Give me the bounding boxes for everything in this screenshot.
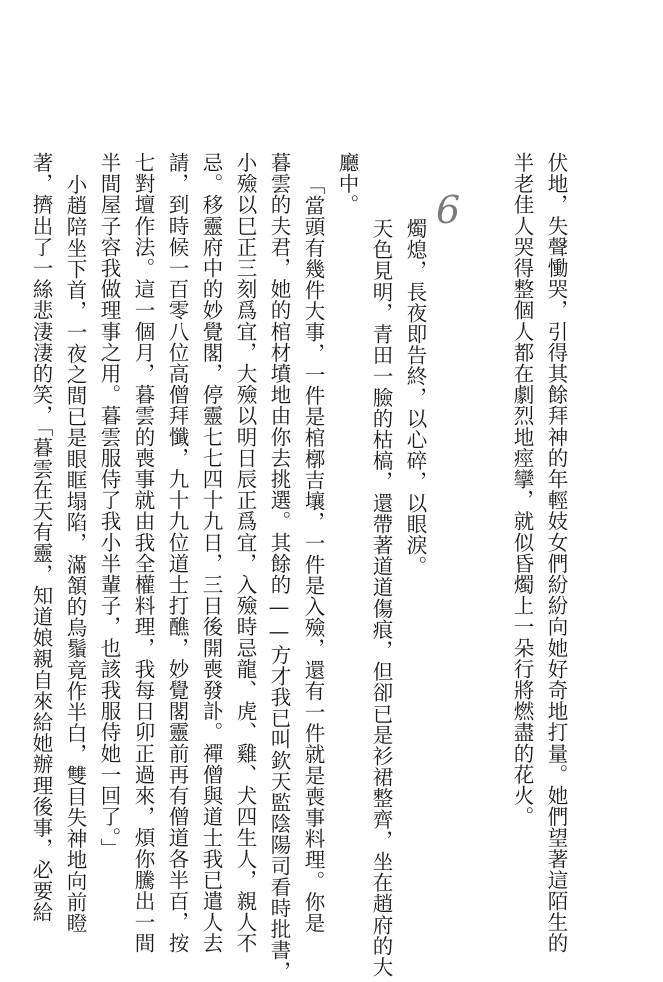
text-column-11: 七對壇作法。這一個月，暮雲的喪事就由我全權料理，我每日卯正過來，煩你騰出一間 [131, 152, 155, 954]
text-column-9: 忌。移靈府中的妙覺閣，停靈七七四十九日，三日後開喪發訃。禪僧與道士我已遣人去 [199, 152, 223, 954]
text-column-14: 著，擠出了一絲悲淒淒的笑，「暮雲在天有靈，知道娘親自來給她辦理後事，必要給 [29, 152, 53, 923]
text-column-13: 小趙陪坐下首，一夜之間已是眼眶塌陷，滿頷的烏鬚竟作半白，雙目失神地向前瞪 [63, 174, 87, 934]
text-column-7: 暮雲的夫君，她的棺材墳地由你去挑選。其餘的——方才我已叫欽天監陰陽司看時批書， [267, 152, 291, 982]
text-column-10: 請，到時候一百零八位高僧拜懺，九十九位道士打醮，妙覺閣靈前再有僧道各半百，按 [165, 152, 189, 954]
text-column-4: 天色見明，青田一臉的枯槁，還帶著道道傷痕，但卻已是衫裙整齊，坐在趙府的大 [369, 218, 393, 978]
text-column-6: 「當頭有幾件大事，一件是棺槨吉壤，一件是入殮，還有一件就是喪事料理。你是 [301, 174, 325, 934]
chapter-number: 6 [436, 188, 461, 232]
text-column-12: 半間屋子容我做理事之用。暮雲服侍了我小半輩子，也該我服侍她一回了。」 [97, 152, 121, 860]
text-column-8: 小殮以巳正三刻爲宜，大殮以明日辰正爲宜，入殮時忌龍、虎、雞、犬四生人，親人不 [233, 152, 257, 954]
text-column-2: 半老佳人哭得整個人都在劇烈地痙攣，就似昏燭上一朵行將燃盡的花火。 [510, 152, 534, 828]
text-column-1: 伏地，失聲慟哭，引得其餘拜神的年輕妓女們紛紛向她好奇地打量。她們望著這陌生的 [544, 152, 568, 954]
text-column-5: 廳中。 [335, 152, 359, 216]
text-column-3: 燭熄，長夜即告終，以心碎，以眼淚。 [403, 218, 427, 577]
